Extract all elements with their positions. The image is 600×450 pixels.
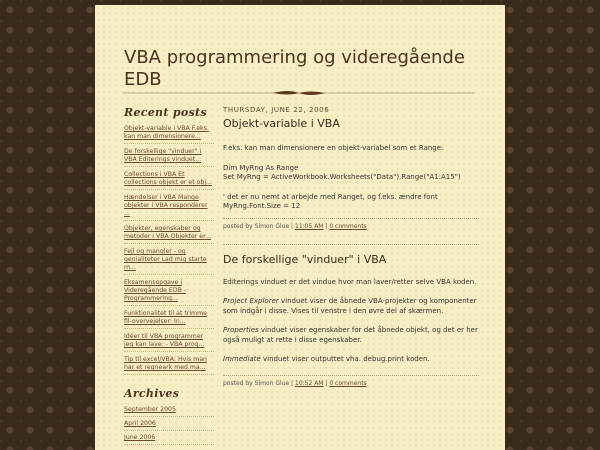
post-author: posted by Simon Glue | (223, 222, 294, 230)
post-paragraph: F.eks. kan man dimensionere en objekt-variabel som et Range: (223, 144, 444, 152)
post-author: posted by Simon Glue | (223, 379, 294, 387)
permalink[interactable]: 11:05 AM (295, 222, 324, 230)
post-title[interactable]: De forskellige "vinduer" i VBA (223, 252, 387, 266)
permalink[interactable]: 10:52 AM (295, 379, 324, 387)
post-paragraph (223, 355, 479, 365)
recent-post-link[interactable]: Hændelser i VBA Mange objekter i VBA responderer ... (124, 194, 214, 221)
recent-post-link[interactable]: Objekt-variable i VBA F.eks. kan man dimensionere... (124, 125, 214, 144)
archive-link[interactable]: June 2006 (124, 434, 214, 445)
post (223, 106, 479, 230)
recent-posts-heading: Recent posts (124, 106, 207, 119)
code-comment: ' det er nu nemt at arbejde med Ranget, og f.eks. ændre font (223, 192, 438, 201)
post-footer: posted by Simon Glue | 11:05 AM | 0 comments (223, 218, 479, 230)
recent-post-link[interactable]: Tip til excel/VBA: Hvis man har et regneark med ma... (124, 356, 214, 375)
archives-section (124, 387, 214, 445)
recent-post-link[interactable]: Fejl og mangler - og genialiteter Lad mig starte m... (124, 248, 214, 275)
post-paragraph (223, 297, 479, 316)
post-body (223, 144, 479, 212)
comments-link[interactable]: 0 comments (329, 379, 367, 387)
recent-posts-list (124, 125, 214, 375)
blog-page (95, 5, 505, 450)
recent-post-link[interactable]: Collections i VBA Et collections objekt er et obj... (124, 171, 214, 190)
post-paragraph: Editerings vinduet er det vindue hvor man laver/retter selve VBA koden. (223, 277, 477, 286)
emphasis: Immediate (223, 355, 261, 363)
ornament-divider (123, 89, 475, 97)
archives-heading: Archives (124, 387, 180, 400)
post (223, 244, 479, 387)
post-body (223, 278, 479, 365)
recent-post-link[interactable]: Idéer til VBA programmer jeg kan lave: - VBA prog... (124, 333, 214, 352)
blog-title[interactable]: VBA programmering og videregående EDB (124, 47, 465, 91)
emphasis: Properties (223, 326, 259, 334)
paragraph-text: vinduet viser egenskaber for det åbnede objekt, og det er her også muligt at rette i disse egenskaber. (223, 326, 478, 344)
post-paragraph (223, 326, 479, 345)
code-line: Dim MyRng As Range (223, 163, 299, 172)
paragraph-text: vinduet viser outputtet vha. debug.print koden. (260, 355, 430, 363)
post-footer: posted by Simon Glue | 10:52 AM | 0 comments (223, 375, 479, 387)
archives-list (124, 406, 214, 445)
recent-post-link[interactable]: Objekter, egenskaber og metoder i VBA Objekter er... (124, 225, 214, 244)
recent-post-link[interactable]: De forskellige "vinduer" i VBA Editerings vinduet... (124, 148, 214, 167)
post-title[interactable]: Objekt-variable i VBA (223, 117, 340, 130)
sidebar (124, 106, 214, 448)
code-line: Set MyRng = ActiveWorkbook.Worksheets("Data").Range("A1:A15") (223, 173, 461, 181)
code-line: MyRng.Font.Size = 12 (223, 202, 301, 210)
paragraph-text: vinduet viser de åbnede VBA-projekter og komponenter som indgår i disse. Vises til venstre i den øvre del af skærmen. (223, 297, 477, 315)
archive-link[interactable]: September 2005 (124, 406, 214, 417)
comments-link[interactable]: 0 comments (329, 222, 367, 230)
recent-post-link[interactable]: Eksamensopgave i Videregående EDB - Programmering... (124, 279, 214, 306)
recent-post-link[interactable]: Funktionalitet til at trimme fil-overvejelser: In... (124, 310, 214, 329)
main-content (223, 106, 479, 387)
date-header: THURSDAY, JUNE 22, 2006 (223, 106, 330, 114)
emphasis: Project Explorer (223, 297, 279, 305)
archive-link[interactable]: April 2006 (124, 420, 214, 431)
